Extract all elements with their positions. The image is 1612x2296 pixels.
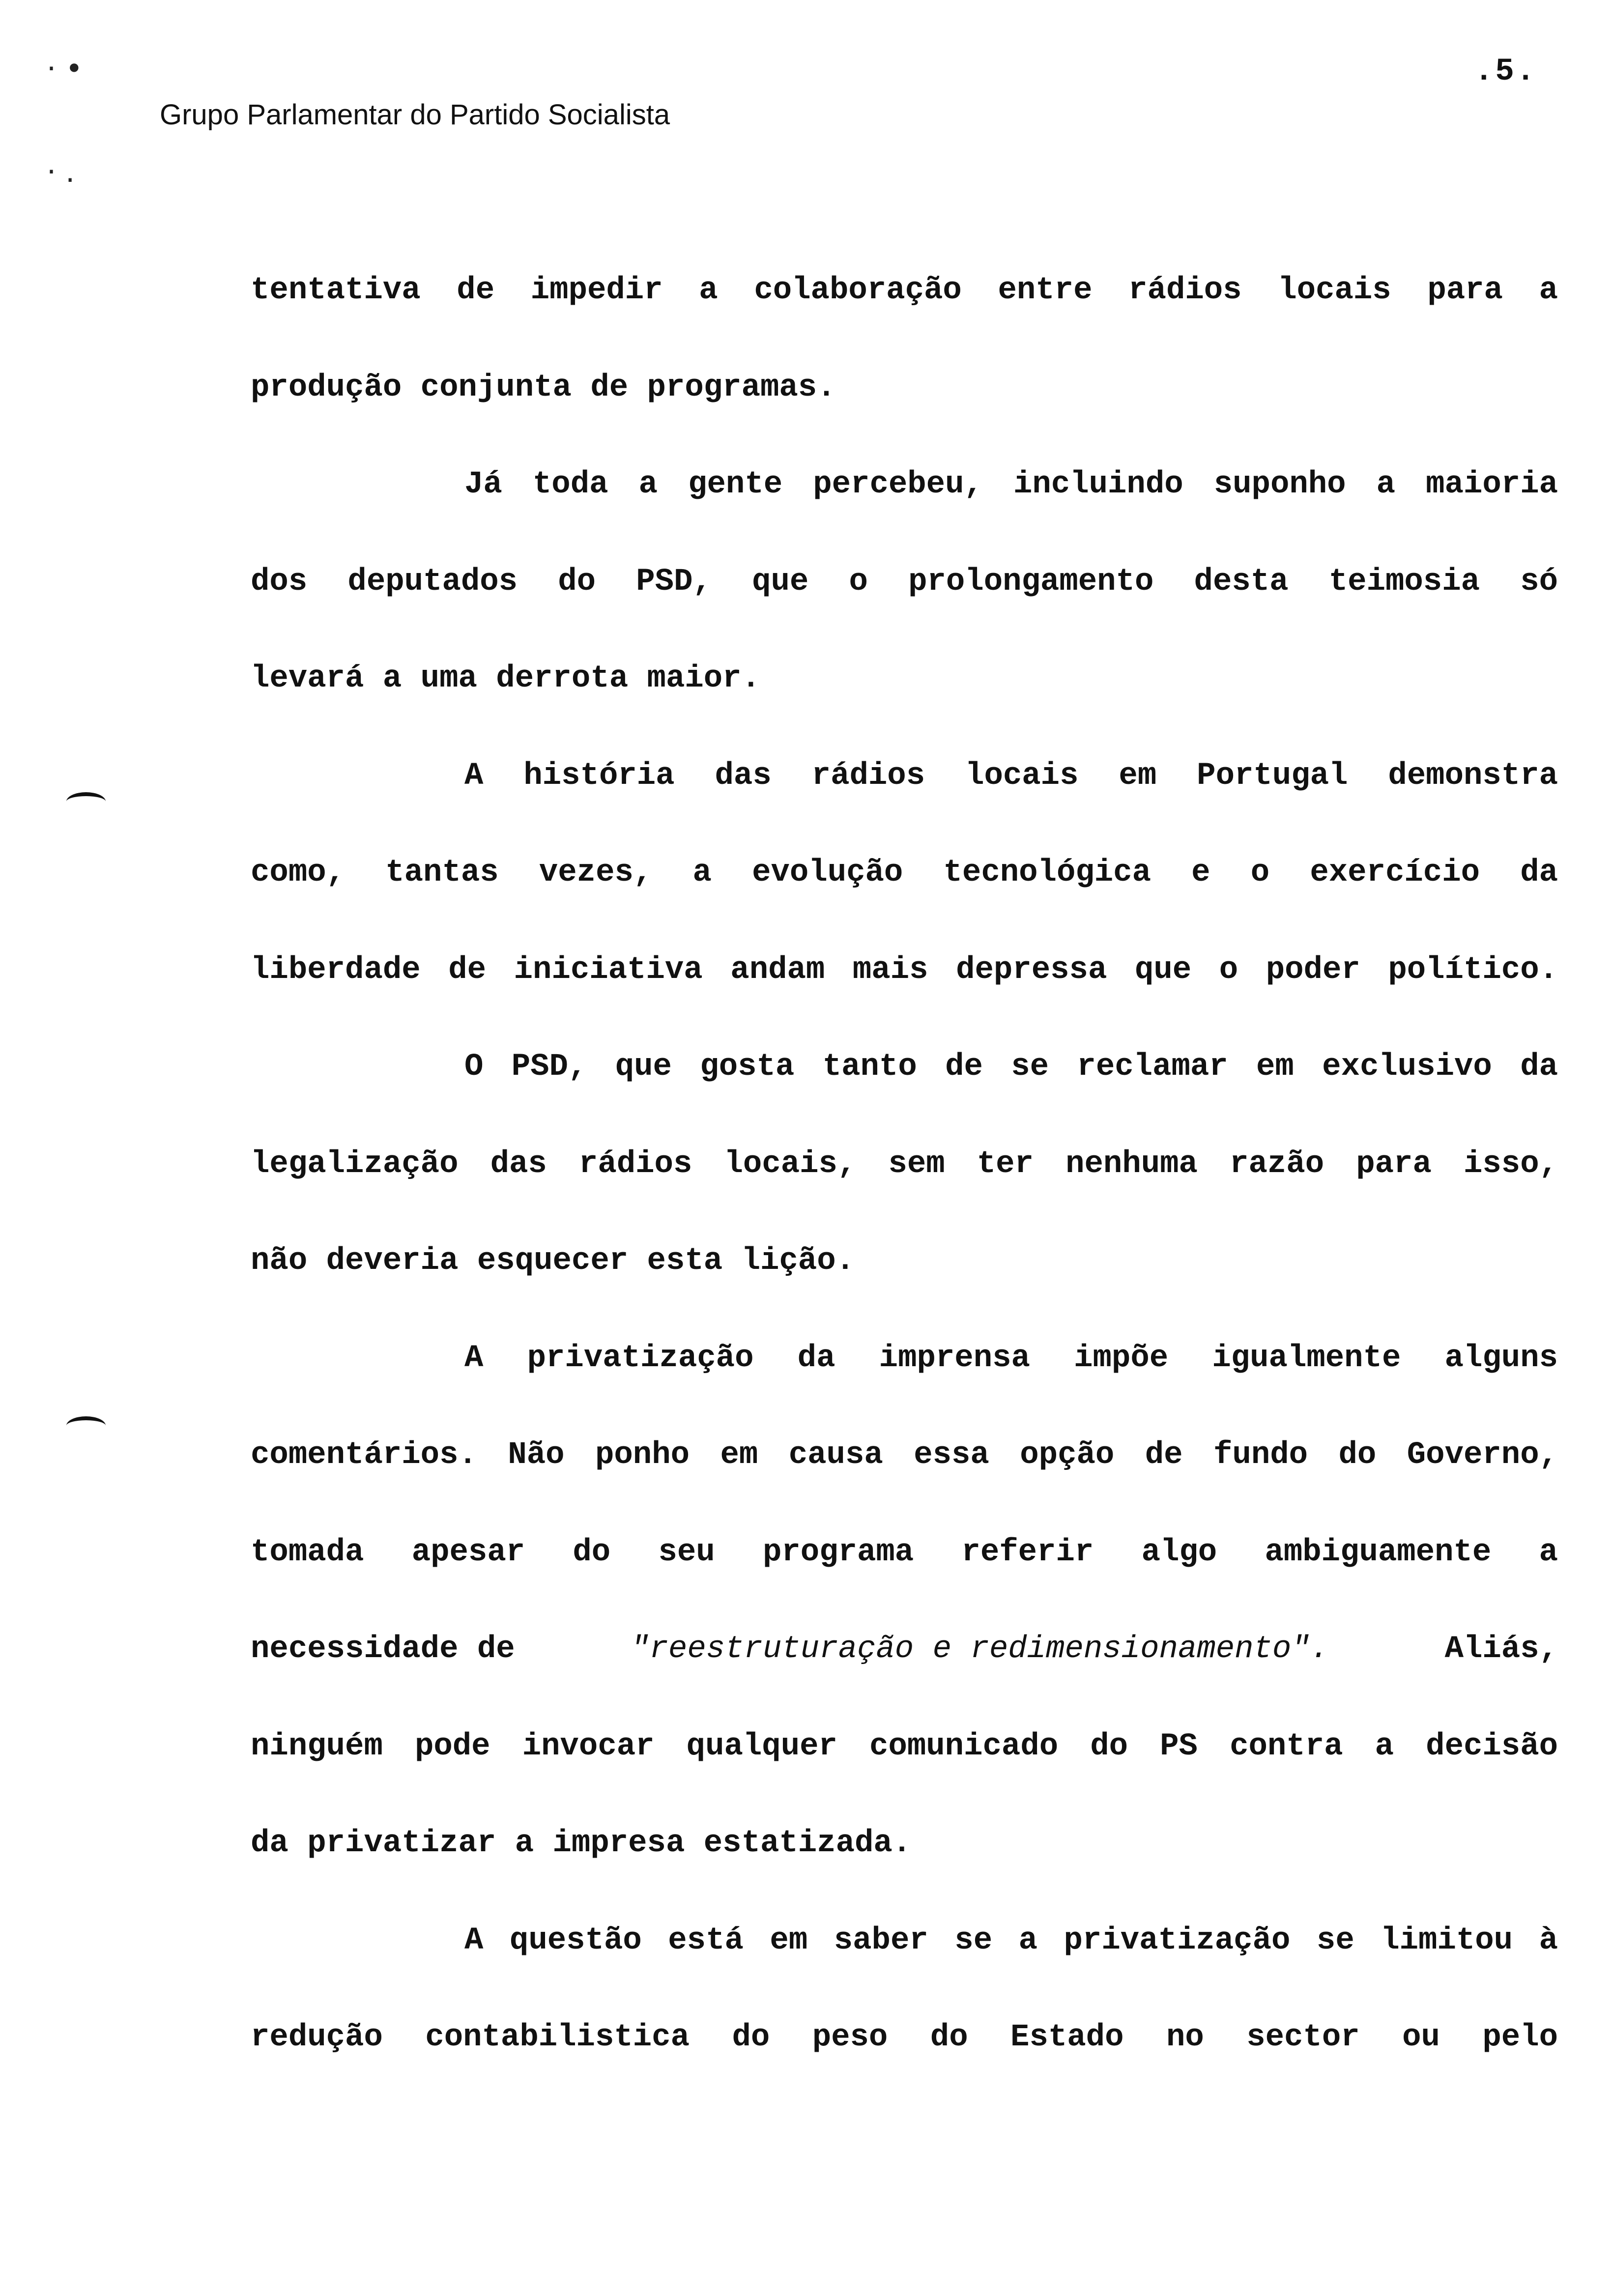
text-line: não deveria esquecer esta lição. — [251, 1243, 855, 1279]
text-line: redução contabilistica do peso do Estado no sector ou pelo — [251, 2020, 1558, 2055]
italic-quote: "reestruturação e redimensionamento". — [631, 1632, 1329, 1667]
text-line: ninguém pode invocar qualquer comunicado do PS contra a decisão — [251, 1728, 1558, 1764]
punch-mark-upper — [66, 792, 106, 811]
paragraph-start-line: A história das rádios locais em Portugal demonstra — [464, 758, 1558, 794]
text-line: liberdade de iniciativa andam mais depressa que o poder político. — [251, 952, 1558, 988]
punch-mark-lower — [66, 1416, 106, 1435]
scan-mark-top-left: · • — [47, 52, 83, 86]
text-line: produção conjunta de programas. — [251, 370, 836, 405]
paragraph-start-line: A privatização da imprensa impõe igualmente alguns — [464, 1340, 1558, 1376]
text-line: legalização das rádios locais, sem ter nenhuma razão para isso, — [251, 1146, 1558, 1182]
paragraph-start-line: A questão está em saber se a privatização se limitou à — [464, 1923, 1558, 1958]
text-segment: necessidade de — [251, 1632, 515, 1667]
scan-mark-left: · . — [47, 155, 75, 189]
document-body — [251, 242, 1558, 2087]
text-line-mixed — [251, 1601, 1558, 1698]
text-line: tomada apesar do seu programa referir algo ambiguamente a — [251, 1534, 1558, 1570]
text-line: da privatizar a impresa estatizada. — [251, 1826, 912, 1861]
page-number: .5. — [1474, 54, 1537, 89]
text-line: tentativa de impedir a colaboração entre rádios locais para a — [251, 273, 1558, 308]
text-segment: Aliás, — [1444, 1632, 1558, 1667]
text-line: comentários. Não ponho em causa essa opção de fundo do Governo, — [251, 1437, 1558, 1473]
text-line: como, tantas vezes, a evolução tecnológica e o exercício da — [251, 855, 1558, 890]
paragraph-start-line: Já toda a gente percebeu, incluindo suponho a maioria — [464, 467, 1558, 502]
letterhead: Grupo Parlamentar do Partido Socialista — [160, 99, 670, 131]
paragraph-start-line: O PSD, que gosta tanto de se reclamar em exclusivo da — [464, 1049, 1558, 1085]
text-line: dos deputados do PSD, que o prolongamento desta teimosia só — [251, 564, 1558, 600]
text-line: levará a uma derrota maior. — [251, 661, 760, 696]
